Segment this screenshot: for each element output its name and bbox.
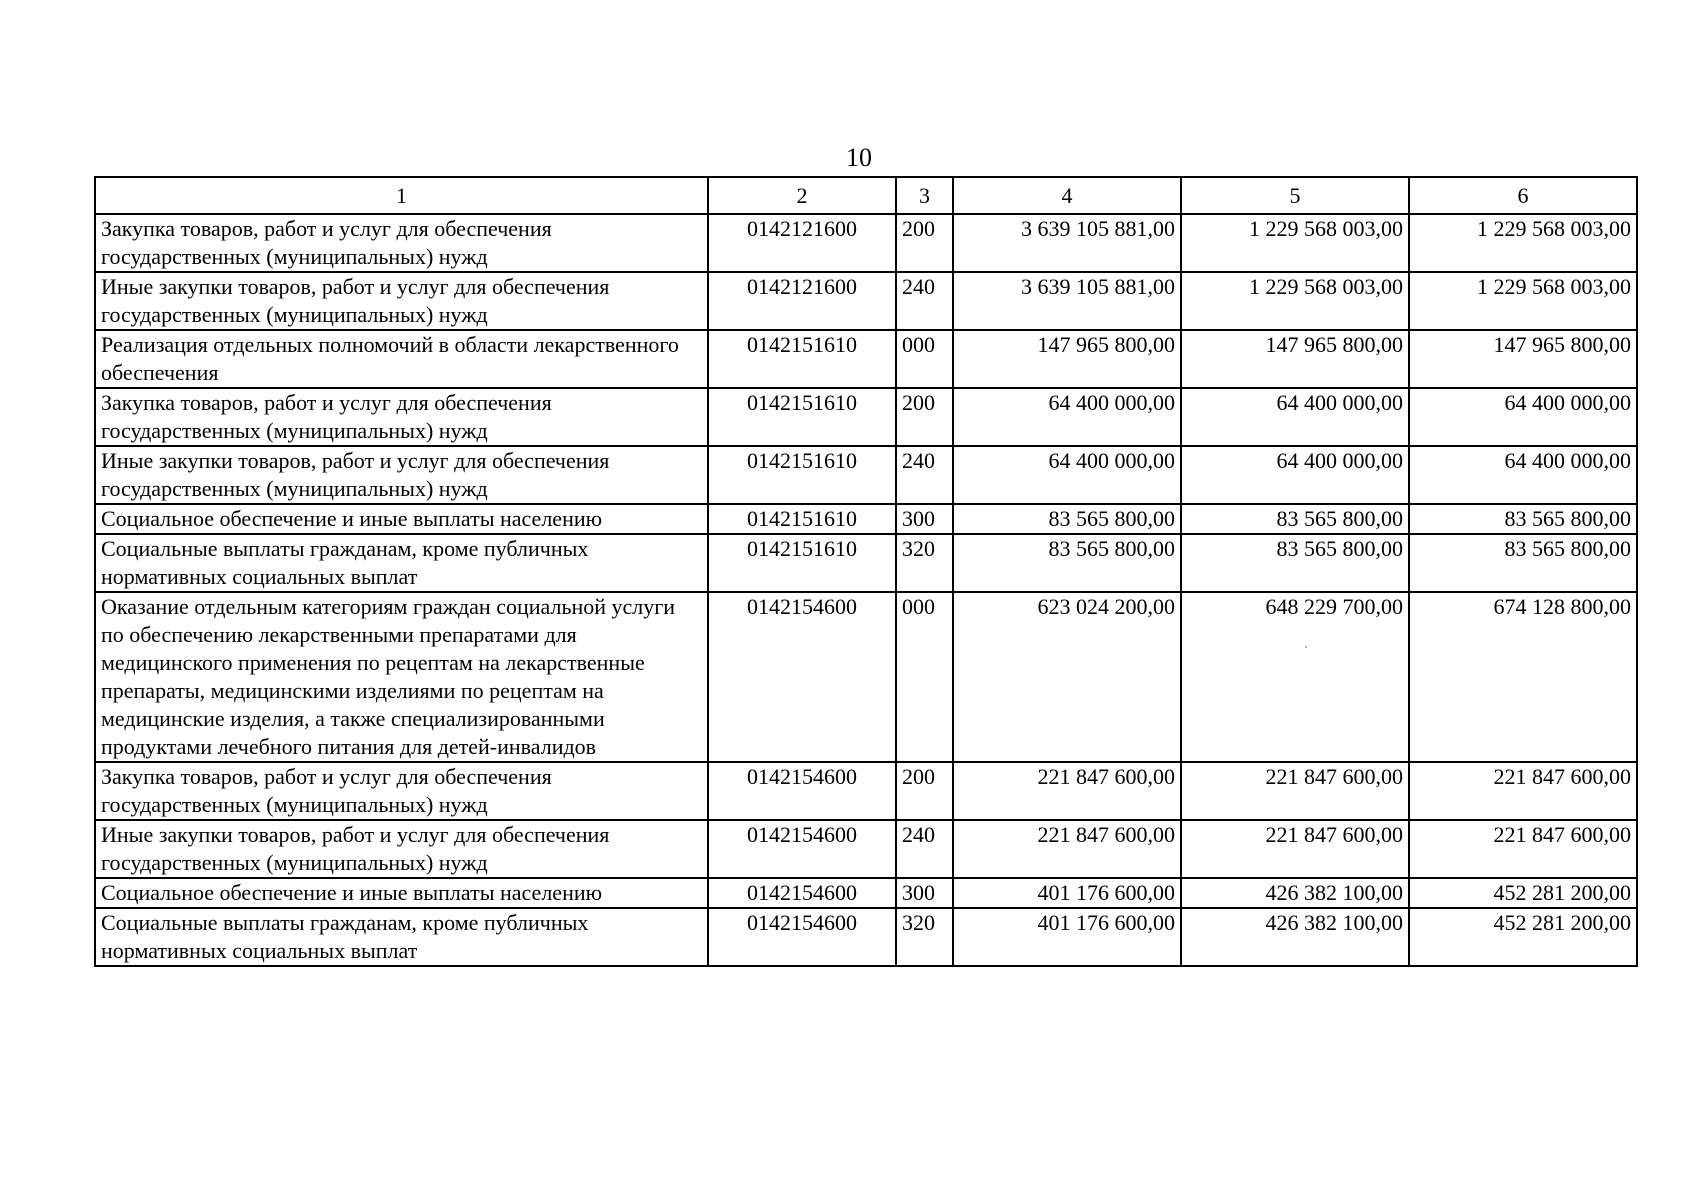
scan-speck xyxy=(1305,646,1307,648)
cell-name: Социальные выплаты гражданам, кроме публичных нормативных социальных выплат xyxy=(95,908,708,966)
column-header-1: 1 xyxy=(95,177,708,214)
column-header-4: 4 xyxy=(953,177,1181,214)
cell-amount-col5: 83 565 800,00 xyxy=(1181,534,1409,592)
cell-amount-col4: 64 400 000,00 xyxy=(953,388,1181,446)
cell-amount-col4: 83 565 800,00 xyxy=(953,534,1181,592)
cell-name: Социальные выплаты гражданам, кроме публичных нормативных социальных выплат xyxy=(95,534,708,592)
table-row xyxy=(95,820,1637,878)
cell-amount-col6: 147 965 800,00 xyxy=(1409,330,1637,388)
cell-amount-col6: 221 847 600,00 xyxy=(1409,820,1637,878)
cell-amount-col6: 1 229 568 003,00 xyxy=(1409,272,1637,330)
column-header-6: 6 xyxy=(1409,177,1637,214)
column-header-3: 3 xyxy=(896,177,953,214)
cell-amount-col5: 83 565 800,00 xyxy=(1181,504,1409,534)
cell-amount-col6: 674 128 800,00 xyxy=(1409,592,1637,762)
table-row xyxy=(95,534,1637,592)
cell-amount-col4: 64 400 000,00 xyxy=(953,446,1181,504)
table-row xyxy=(95,446,1637,504)
cell-amount-col4: 3 639 105 881,00 xyxy=(953,272,1181,330)
table-row xyxy=(95,762,1637,820)
cell-amount-col5: 648 229 700,00 xyxy=(1181,592,1409,762)
table-row xyxy=(95,592,1637,762)
table-row xyxy=(95,214,1637,272)
cell-code: 0142151610 xyxy=(708,534,896,592)
cell-expense-type: 240 xyxy=(896,272,953,330)
cell-amount-col6: 64 400 000,00 xyxy=(1409,446,1637,504)
cell-amount-col5: 426 382 100,00 xyxy=(1181,908,1409,966)
page-number: 10 xyxy=(846,143,872,172)
cell-name: Иные закупки товаров, работ и услуг для обеспечения государственных (муниципальных) нужд xyxy=(95,820,708,878)
cell-amount-col6: 452 281 200,00 xyxy=(1409,908,1637,966)
cell-name: Закупка товаров, работ и услуг для обеспечения государственных (муниципальных) нужд xyxy=(95,214,708,272)
cell-name: Реализация отдельных полномочий в области лекарственного обеспечения xyxy=(95,330,708,388)
cell-code: 0142154600 xyxy=(708,762,896,820)
cell-amount-col5: 221 847 600,00 xyxy=(1181,820,1409,878)
table-row xyxy=(95,504,1637,534)
cell-name: Иные закупки товаров, работ и услуг для обеспечения государственных (муниципальных) нужд xyxy=(95,272,708,330)
cell-name: Социальное обеспечение и иные выплаты населению xyxy=(95,878,708,908)
cell-amount-col6: 1 229 568 003,00 xyxy=(1409,214,1637,272)
cell-code: 0142154600 xyxy=(708,878,896,908)
cell-name: Иные закупки товаров, работ и услуг для обеспечения государственных (муниципальных) нужд xyxy=(95,446,708,504)
cell-amount-col4: 401 176 600,00 xyxy=(953,878,1181,908)
cell-expense-type: 320 xyxy=(896,908,953,966)
cell-amount-col6: 83 565 800,00 xyxy=(1409,534,1637,592)
cell-expense-type: 300 xyxy=(896,878,953,908)
cell-expense-type: 200 xyxy=(896,388,953,446)
cell-amount-col5: 64 400 000,00 xyxy=(1181,446,1409,504)
cell-expense-type: 000 xyxy=(896,330,953,388)
cell-code: 0142151610 xyxy=(708,388,896,446)
cell-amount-col5: 221 847 600,00 xyxy=(1181,762,1409,820)
cell-expense-type: 200 xyxy=(896,214,953,272)
cell-code: 0142154600 xyxy=(708,820,896,878)
cell-expense-type: 240 xyxy=(896,820,953,878)
cell-expense-type: 200 xyxy=(896,762,953,820)
column-number-row xyxy=(95,177,1637,214)
column-header-2: 2 xyxy=(708,177,896,214)
cell-amount-col5: 426 382 100,00 xyxy=(1181,878,1409,908)
cell-name: Оказание отдельным категориям граждан социальной услуги по обеспечению лекарственными препаратами для медицинского применения по рецептам на лекарственные препараты, медицинскими изделиями по рецептам на медицинские изделия, а также специализированными продуктами лечебного питания для детей-инвалидов xyxy=(95,592,708,762)
cell-amount-col4: 623 024 200,00 xyxy=(953,592,1181,762)
cell-code: 0142151610 xyxy=(708,446,896,504)
budget-table xyxy=(94,176,1638,967)
cell-amount-col4: 401 176 600,00 xyxy=(953,908,1181,966)
cell-amount-col6: 83 565 800,00 xyxy=(1409,504,1637,534)
table-row xyxy=(95,908,1637,966)
cell-amount-col4: 83 565 800,00 xyxy=(953,504,1181,534)
cell-code: 0142121600 xyxy=(708,214,896,272)
column-header-5: 5 xyxy=(1181,177,1409,214)
table-row xyxy=(95,330,1637,388)
cell-expense-type: 240 xyxy=(896,446,953,504)
cell-amount-col6: 221 847 600,00 xyxy=(1409,762,1637,820)
table-row xyxy=(95,388,1637,446)
cell-name: Закупка товаров, работ и услуг для обеспечения государственных (муниципальных) нужд xyxy=(95,388,708,446)
cell-code: 0142151610 xyxy=(708,330,896,388)
cell-code: 0142121600 xyxy=(708,272,896,330)
cell-amount-col4: 221 847 600,00 xyxy=(953,820,1181,878)
cell-amount-col6: 452 281 200,00 xyxy=(1409,878,1637,908)
cell-amount-col5: 1 229 568 003,00 xyxy=(1181,214,1409,272)
cell-name: Закупка товаров, работ и услуг для обеспечения государственных (муниципальных) нужд xyxy=(95,762,708,820)
table-row xyxy=(95,878,1637,908)
table-body xyxy=(95,214,1637,966)
cell-amount-col4: 221 847 600,00 xyxy=(953,762,1181,820)
cell-expense-type: 320 xyxy=(896,534,953,592)
cell-expense-type: 300 xyxy=(896,504,953,534)
cell-amount-col5: 1 229 568 003,00 xyxy=(1181,272,1409,330)
cell-amount-col4: 3 639 105 881,00 xyxy=(953,214,1181,272)
cell-code: 0142154600 xyxy=(708,908,896,966)
table-row xyxy=(95,272,1637,330)
cell-amount-col6: 64 400 000,00 xyxy=(1409,388,1637,446)
cell-amount-col4: 147 965 800,00 xyxy=(953,330,1181,388)
cell-code: 0142154600 xyxy=(708,592,896,762)
cell-amount-col5: 64 400 000,00 xyxy=(1181,388,1409,446)
cell-expense-type: 000 xyxy=(896,592,953,762)
cell-name: Социальное обеспечение и иные выплаты населению xyxy=(95,504,708,534)
cell-code: 0142151610 xyxy=(708,504,896,534)
cell-amount-col5: 147 965 800,00 xyxy=(1181,330,1409,388)
